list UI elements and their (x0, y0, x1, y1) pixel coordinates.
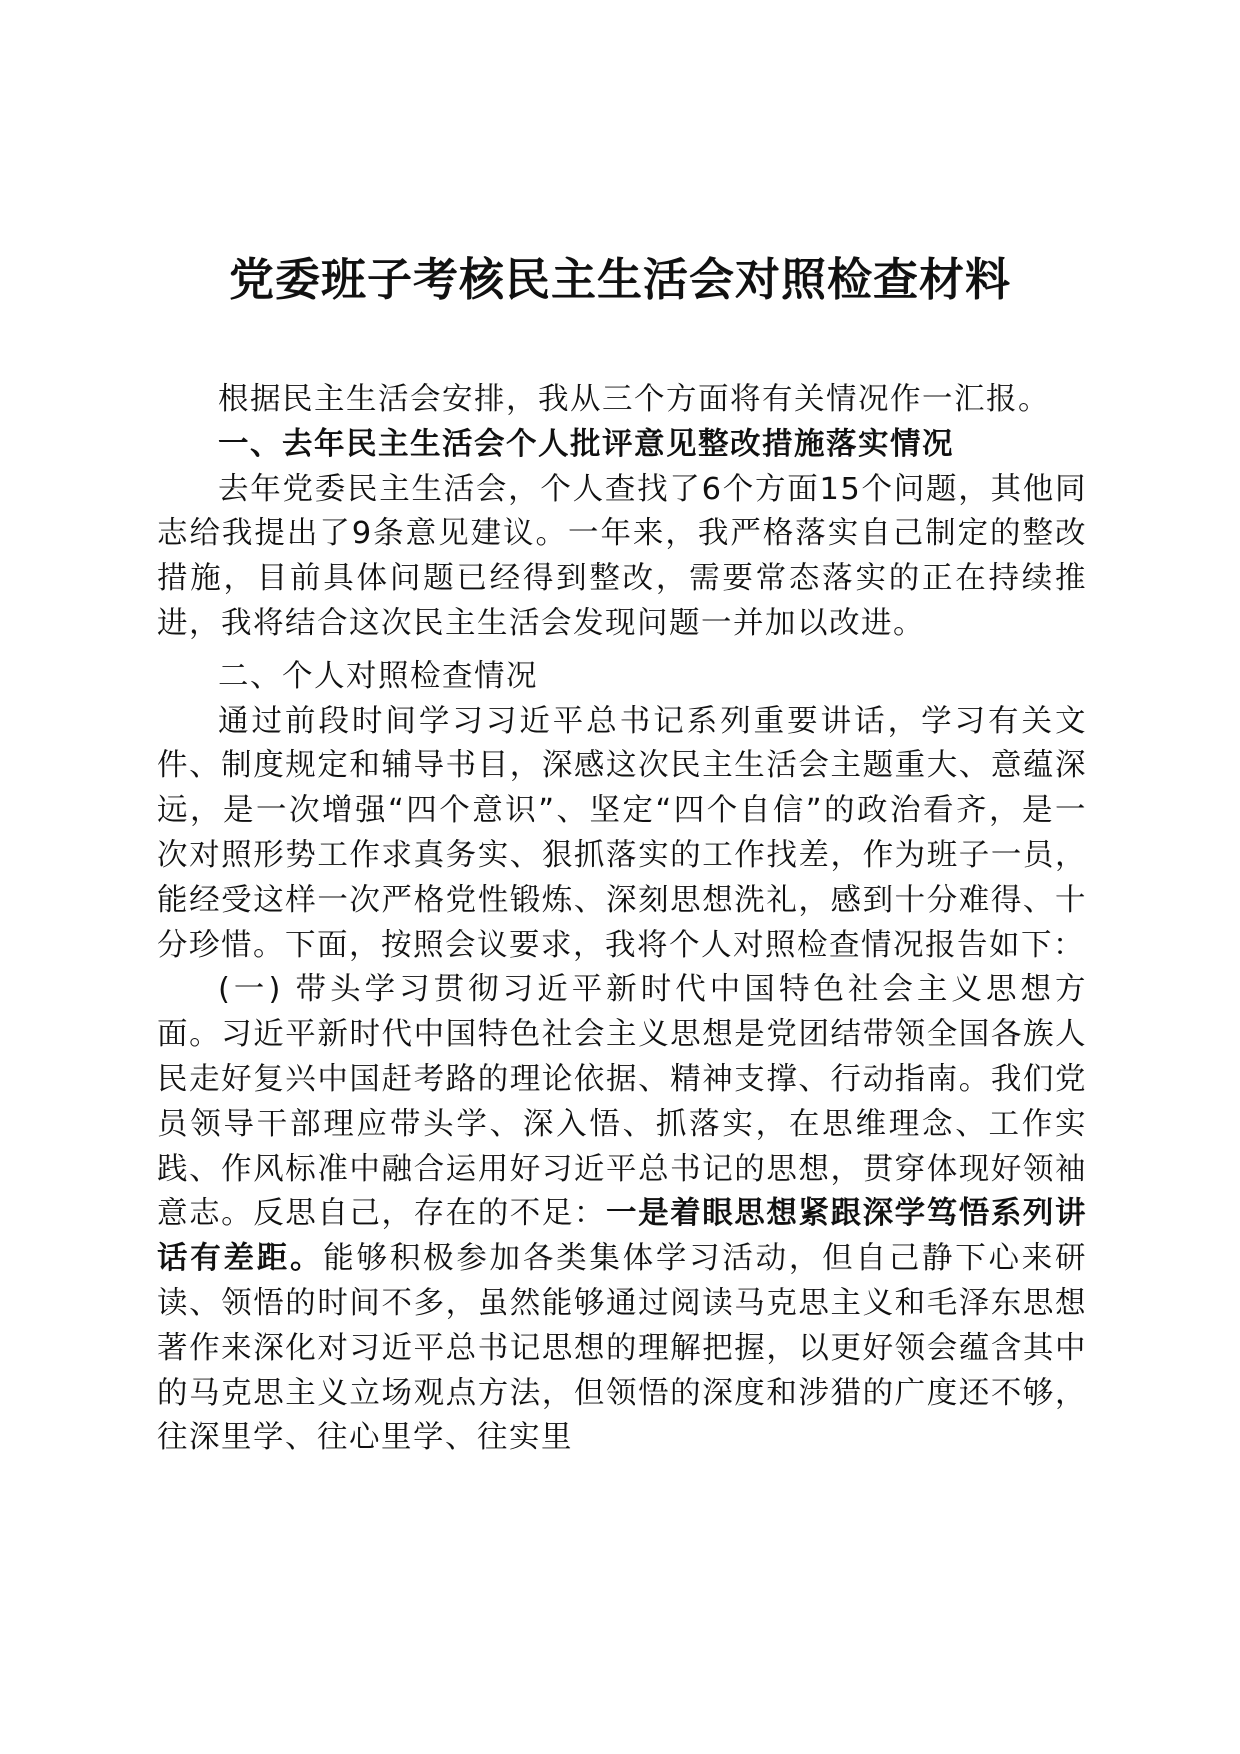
subsection-1-bold-point: 一是着眼思想紧跟深学笃悟系列讲话有差距。 (157, 1196, 1087, 1277)
subsection-1-heading: (一) 带头学习贯彻习近平新时代中国特色社会主义思想方面。 (157, 972, 1087, 1053)
document-title: 党委班子考核民主生活会对照检查材料 (228, 253, 1011, 306)
section-1-heading-text: 一、去年民主生活会个人批评意见整改措施落实情况 (218, 426, 954, 462)
section-2-paragraph: 通过前段时间学习习近平总书记系列重要讲话，学习有关文件、制度规定和辅导书目，深感这次民主生活会主题重大、意蕴深远，是一次增强“四个意识”、坚定“四个自信”的政治看齐，是一次对照形势工作求真务实、狠抓落实的工作找差，作为班子一员，能经受这样一次严格党性锻炼、深刻思想洗礼，感到十分难得、十分珍惜。下面，按照会议要求，我将个人对照检查情况报告如下： (157, 703, 1087, 963)
subsection-1-paragraph (157, 968, 1087, 1461)
section-1-paragraph: 去年党委民主生活会，个人查找了6个方面15个问题，其他同志给我提出了9条意见建议。一年来，我严格落实自己制定的整改措施，目前具体问题已经得到整改，需要常态落实的正在持续推进，我将结合这次民主生活会发现问题一并加以改进。 (157, 471, 1087, 641)
document-body (157, 378, 1087, 1461)
section-1-heading (157, 423, 1087, 468)
subsection-1-text-a: 习近平新时代中国特色社会主义思想是党团结带领全国各族人民走好复兴中国赶考路的理论依据、精神支撑、行动指南。我们党员领导干部理应带头学、深入悟、抓落实，在思维理念、工作实践、作风标准中融合运用好习近平总书记的思想，贯穿体现好领袖意志。反思自己，存在的不足： (157, 1017, 1088, 1232)
intro-paragraph: 根据民主生活会安排，我从三个方面将有关情况作一汇报。 (218, 382, 1050, 417)
section-2-heading: 二、个人对照检查情况 (218, 658, 538, 694)
subsection-1-text-b: 能够积极参加各类集体学习活动，但自己静下心来研读、领悟的时间不多，虽然能够通过阅读马克思主义和毛泽东思想著作来深化对习近平总书记思想的理解把握，以更好领会蕴含其中的马克思主义立场观点方法，但领悟的深度和涉猎的广度还不够，往深里学、往心里学、往实里 (157, 1241, 1087, 1456)
